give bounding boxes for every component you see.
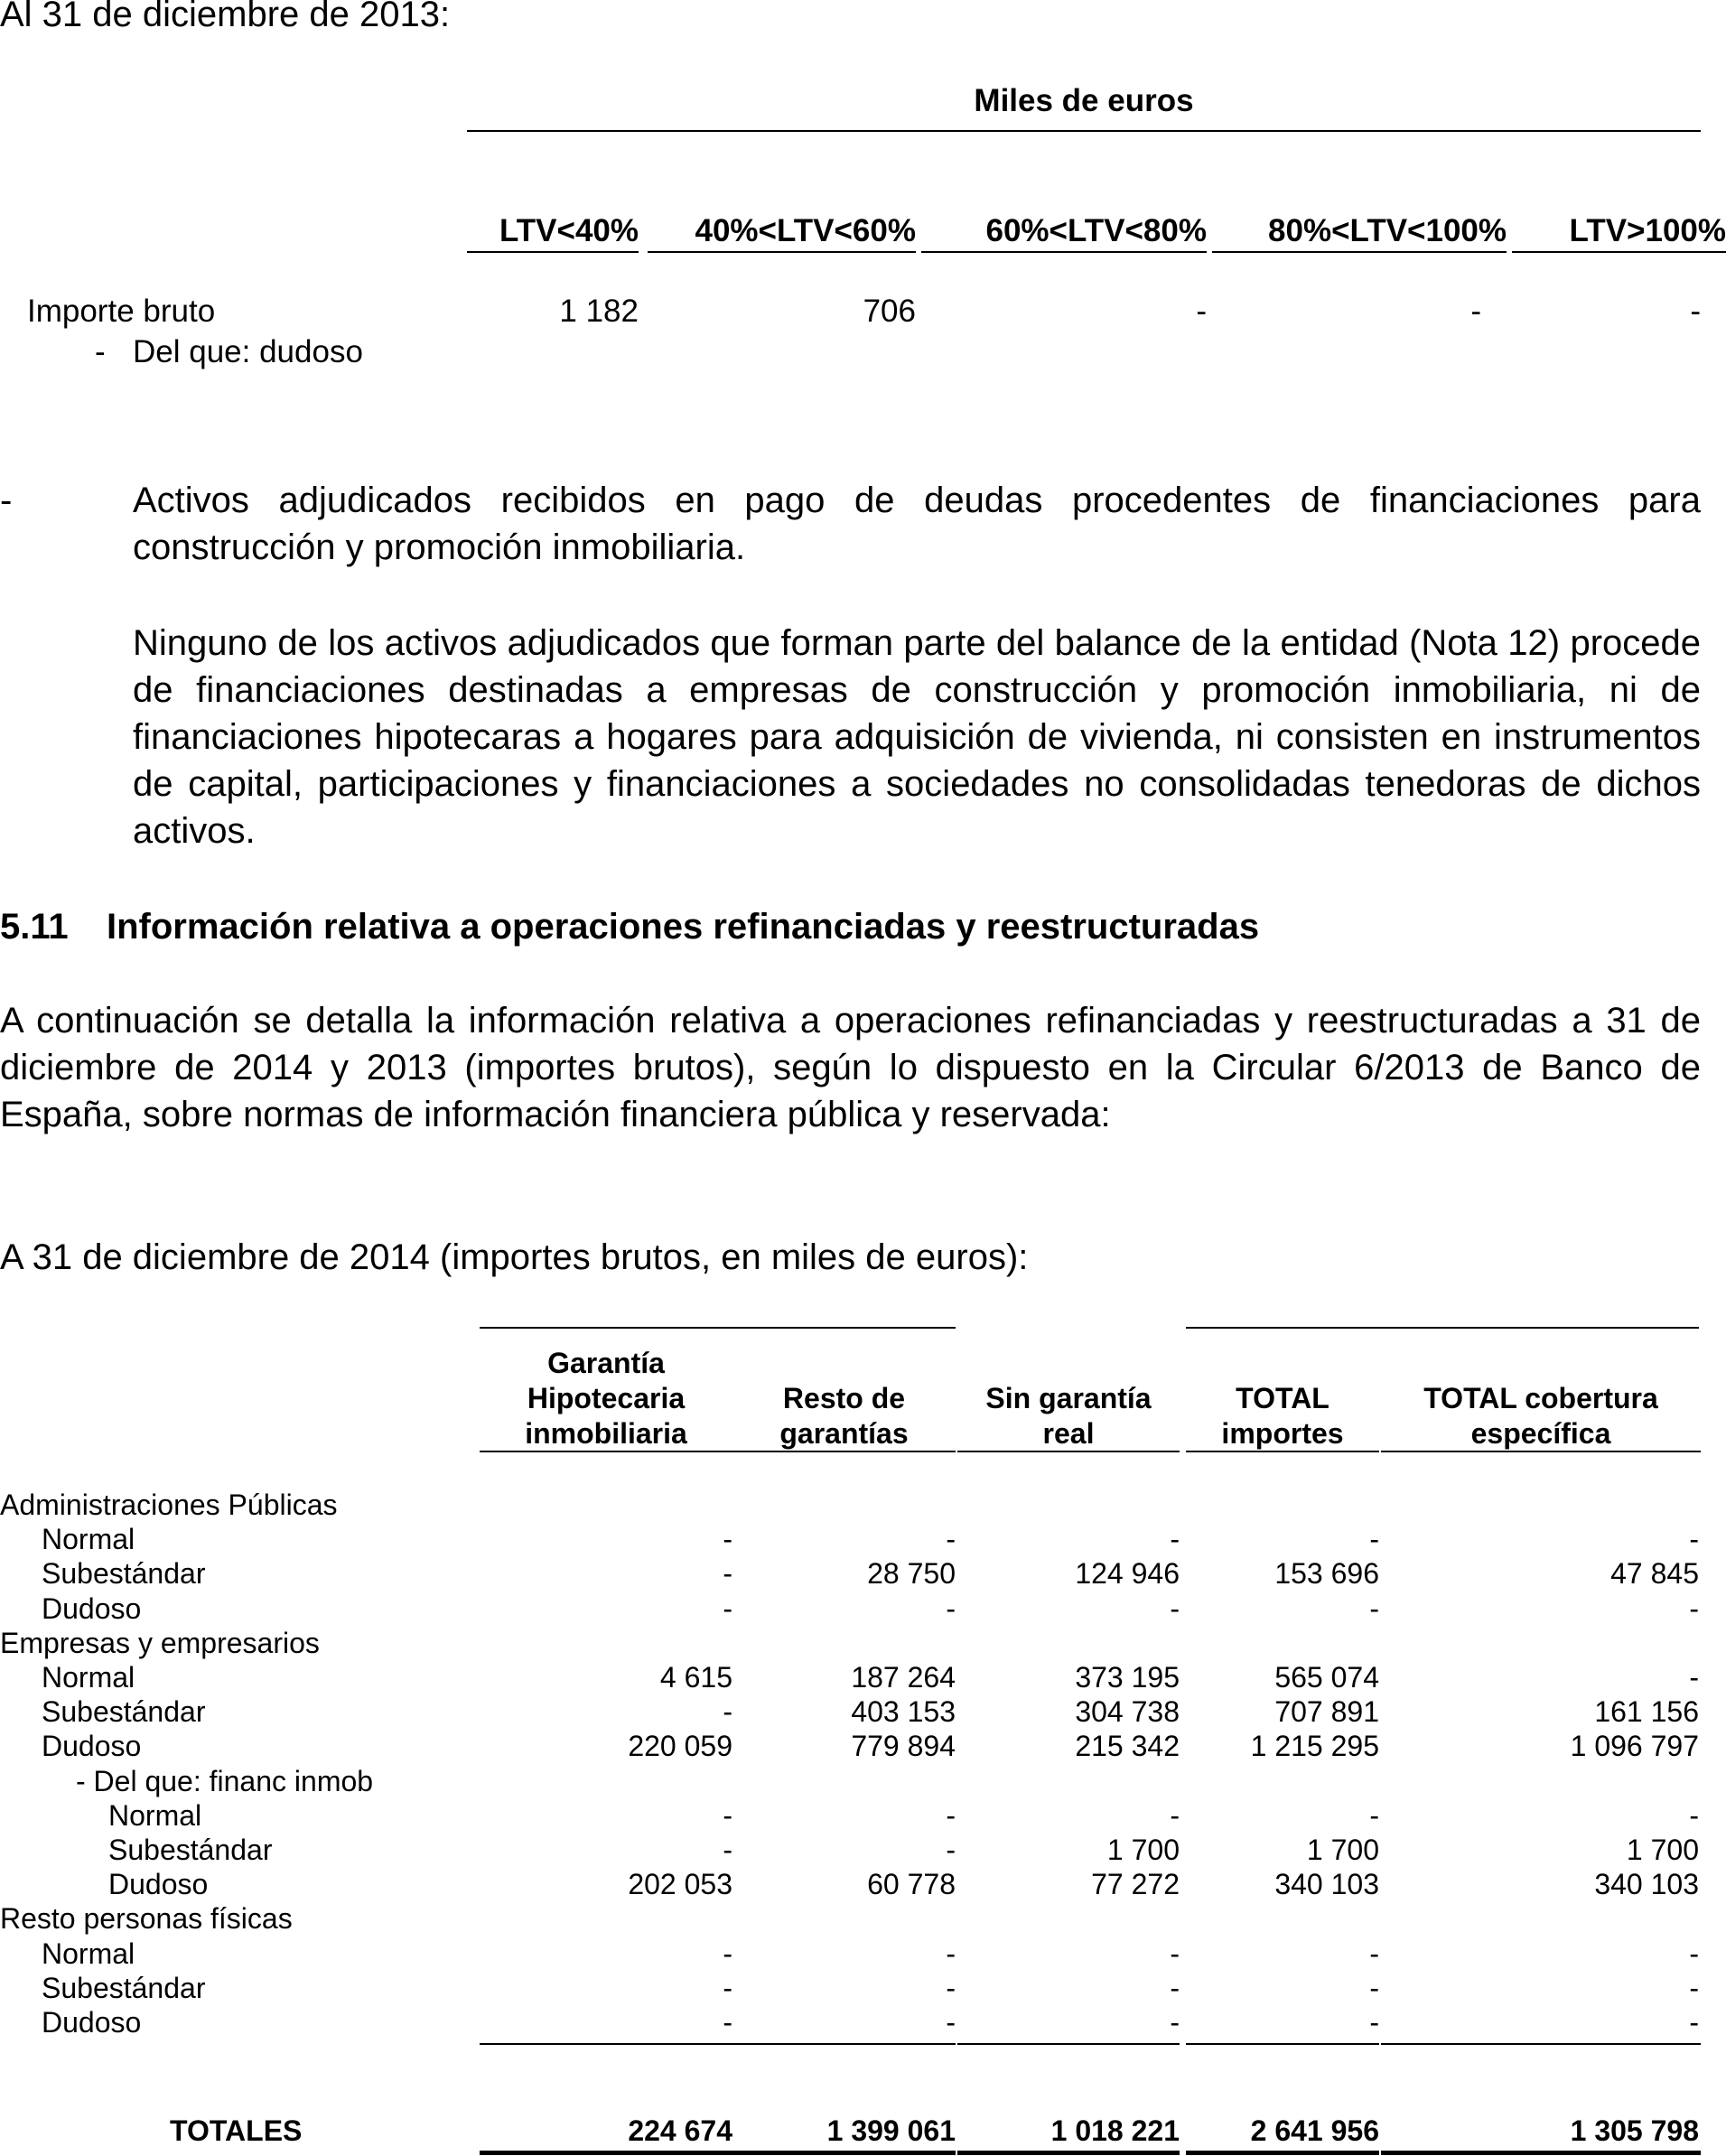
totals-cell: 1 018 221 [1050, 2114, 1180, 2147]
ltv-sub-bullet: - [95, 334, 106, 369]
refin-cell: 220 059 [628, 1730, 732, 1762]
ltv-col-header-2: 40%<LTV<60% [695, 213, 916, 248]
refin-col-header-3 [957, 1381, 1180, 1451]
refin-cell: 124 946 [1075, 1557, 1180, 1590]
refin-header-rule [1381, 1451, 1701, 1452]
refin-cell: 161 156 [1594, 1695, 1699, 1728]
totals-rule [732, 2151, 956, 2155]
refin-col-header-line: Sin garantía [985, 1382, 1152, 1414]
refin-row-label: Normal [42, 1523, 135, 1555]
refin-cell: 187 264 [851, 1661, 956, 1694]
refin-cell: 1 700 [1106, 1834, 1180, 1866]
refin-col-header-1 [480, 1346, 732, 1451]
refin-cell: - [723, 1557, 732, 1590]
refin-col-header-line: Hipotecaria [527, 1382, 686, 1414]
refin-cell: - [946, 1799, 956, 1832]
refin-top-rule [1186, 1327, 1699, 1329]
ltv-cell: - [1196, 294, 1207, 329]
refin-cell: - [1369, 1937, 1379, 1970]
refin-cell: 565 074 [1274, 1661, 1379, 1694]
refin-cell: - [1369, 2006, 1379, 2039]
refin-cell: 340 103 [1274, 1868, 1379, 1900]
refin-col-header-line: garantías [779, 1417, 909, 1450]
refin-header-rule [1186, 1451, 1379, 1452]
refin-cell: - [723, 1937, 732, 1970]
refin-cell: 1 215 295 [1250, 1730, 1379, 1762]
refin-cell: - [1689, 1523, 1699, 1555]
refin-cell: 304 738 [1075, 1695, 1180, 1728]
ltv-col-rule-5 [1512, 251, 1726, 253]
refin-cell: 47 845 [1610, 1557, 1699, 1590]
refin-body-rule [957, 2043, 1180, 2045]
refin-top-rule [480, 1327, 956, 1329]
refin-cell: - [1369, 1523, 1379, 1555]
ltv-row-label: Importe bruto [27, 294, 216, 329]
refin-col-header-line: TOTAL [1236, 1382, 1329, 1414]
refin-body-rule [1381, 2043, 1701, 2045]
refin-row-label: Administraciones Públicas [0, 1489, 338, 1521]
refin-header-rule [957, 1451, 1180, 1452]
refin-cell: - [946, 1937, 956, 1970]
refin-cell: - [946, 1834, 956, 1866]
refin-cell: - [1689, 1937, 1699, 1970]
refin-cell: 202 053 [628, 1868, 732, 1900]
refin-col-header-5 [1381, 1381, 1701, 1451]
ltv-col-header-5: LTV>100% [1569, 213, 1726, 248]
section-paragraph: A continuación se detalla la información relativa a operaciones refinanciadas y reestructuradas a 31 de diciembre de 2014 y 2013 (importes brutos), según lo dispuesto en la Circular 6/2013 de Banco de España, sobre normas de información financiera pública y reservada: [0, 1001, 1701, 1134]
ltv-row-label: Del que: dudoso [133, 334, 363, 369]
refin-cell: 403 153 [851, 1695, 956, 1728]
refin-cell: - [946, 2006, 956, 2039]
refin-cell: - [1689, 2006, 1699, 2039]
ltv-group-rule [467, 130, 1701, 132]
refin-cell: - [1170, 1592, 1180, 1625]
ltv-col-header-3: 60%<LTV<80% [985, 213, 1207, 248]
refin-row-label: Subestándar [42, 1695, 206, 1728]
refin-col-header-line: Garantía [547, 1347, 665, 1379]
refin-row-label: Normal [42, 1661, 135, 1694]
refin-cell: 779 894 [851, 1730, 956, 1762]
refin-cell: - [1170, 2006, 1180, 2039]
totals-cell: 1 399 061 [826, 2114, 956, 2147]
ltv-col-rule-2 [648, 251, 916, 253]
refin-cell: 153 696 [1274, 1557, 1379, 1590]
refin-cell: - [946, 1972, 956, 2004]
refin-col-header-2 [732, 1381, 956, 1451]
refin-cell: - [1369, 1972, 1379, 2004]
totals-rule [1381, 2151, 1701, 2155]
refin-cell: - [946, 1592, 956, 1625]
refin-row-label: Subestándar [108, 1834, 273, 1866]
refin-row-label: Subestándar [42, 1557, 206, 1590]
bullet-heading: Activos adjudicados recibidos en pago de deudas procedentes de financiaciones para construcción y promoción inmobiliaria. [133, 481, 1701, 567]
refin-cell: 373 195 [1075, 1661, 1180, 1694]
refin-cell: - [1689, 1972, 1699, 2004]
refin-cell: - [723, 1695, 732, 1728]
refin-cell: - [1170, 1937, 1180, 1970]
refin-cell: 707 891 [1274, 1695, 1379, 1728]
refin-cell: - [1369, 1799, 1379, 1832]
refin-col-header-line: específica [1470, 1417, 1611, 1450]
refin-cell: 1 700 [1306, 1834, 1379, 1866]
refin-cell: - [946, 1523, 956, 1555]
refin-cell: 4 615 [659, 1661, 732, 1694]
ltv-group-header: Miles de euros [974, 83, 1194, 118]
ltv-col-rule-1 [467, 251, 639, 253]
bullet-body: Ninguno de los activos adjudicados que forman parte del balance de la entidad (Nota 12) procede de financiaciones destinadas a empresas de construcción y promoción inmobiliaria, ni de financiaciones hipotecaras a hogares para adquisición de vivienda, ni consisten en instrumentos de capital, participaciones y financiaciones a sociedades no consolidadas tenedoras de dichos activos. [133, 623, 1701, 851]
refin-col-header-line: Resto de [782, 1382, 906, 1414]
section-dash: - [0, 481, 13, 520]
ltv-col-rule-3 [921, 251, 1207, 253]
refin-cell: - [723, 1799, 732, 1832]
refin-body-rule [732, 2043, 956, 2045]
refin-row-label: Normal [42, 1937, 135, 1970]
ltv-col-rule-4 [1212, 251, 1507, 253]
refin-col-header-line: real [1042, 1417, 1095, 1450]
refin-row-label: Dudoso [42, 2006, 142, 2039]
refin-col-header-4 [1186, 1381, 1379, 1451]
refin-cell: - [1689, 1592, 1699, 1625]
refin-row-label: Resto personas físicas [0, 1902, 293, 1935]
ltv-col-header-1: LTV<40% [499, 213, 639, 248]
refin-cell: - [1689, 1661, 1699, 1694]
section-subheading: A 31 de diciembre de 2014 (importes brutos, en miles de euros): [0, 1237, 1029, 1277]
refin-body-rule [1186, 2043, 1379, 2045]
refin-row-label: Normal [108, 1799, 202, 1832]
refin-cell: 1 700 [1626, 1834, 1699, 1866]
totals-cell: 1 305 798 [1570, 2114, 1699, 2147]
refin-cell: 1 096 797 [1570, 1730, 1699, 1762]
refin-cell: - [723, 1592, 732, 1625]
refin-row-label: Dudoso [42, 1730, 142, 1762]
totals-cell: 2 641 956 [1250, 2114, 1379, 2147]
section-number: 5.11 [0, 907, 69, 947]
refin-body-rule [480, 2043, 732, 2045]
refin-cell: - [723, 1523, 732, 1555]
refin-cell: 28 750 [867, 1557, 956, 1590]
refin-cell: - [1170, 1972, 1180, 2004]
refin-cell: - [723, 1834, 732, 1866]
refin-col-header-line: importes [1221, 1417, 1344, 1450]
refin-cell: - [1170, 1799, 1180, 1832]
refin-cell: - [1369, 1592, 1379, 1625]
refin-col-header-line: TOTAL cobertura [1423, 1382, 1658, 1414]
refin-row-label: Subestándar [42, 1972, 206, 2004]
totals-cell: 224 674 [628, 2114, 732, 2147]
refin-cell: 215 342 [1075, 1730, 1180, 1762]
refin-row-label: - Del que: financ inmob [76, 1765, 374, 1797]
refin-cell: 60 778 [867, 1868, 956, 1900]
refin-cell: 340 103 [1594, 1868, 1699, 1900]
totals-rule [480, 2151, 732, 2155]
intro-2013: Al 31 de diciembre de 2013: [0, 0, 451, 34]
refin-header-rule [732, 1451, 956, 1452]
refin-cell: - [723, 2006, 732, 2039]
ltv-cell: - [1470, 294, 1481, 329]
totals-rule [1186, 2151, 1379, 2155]
refin-col-header-line: inmobiliaria [525, 1417, 687, 1450]
ltv-cell: - [1690, 294, 1701, 329]
ltv-col-header-4: 80%<LTV<100% [1268, 213, 1507, 248]
totals-rule [957, 2151, 1180, 2155]
refin-row-label: Dudoso [108, 1868, 209, 1900]
ltv-cell: 1 182 [559, 294, 639, 329]
ltv-cell: 706 [863, 294, 916, 329]
totals-label: TOTALES [170, 2114, 303, 2147]
refin-row-label: Empresas y empresarios [0, 1627, 320, 1659]
section-title: Información relativa a operaciones refinanciadas y reestructuradas [107, 907, 1260, 947]
refin-cell: - [723, 1972, 732, 2004]
refin-cell: - [1689, 1799, 1699, 1832]
refin-row-label: Dudoso [42, 1592, 142, 1625]
refin-header-rule [480, 1451, 732, 1452]
refin-cell: - [1170, 1523, 1180, 1555]
refin-cell: 77 272 [1091, 1868, 1180, 1900]
